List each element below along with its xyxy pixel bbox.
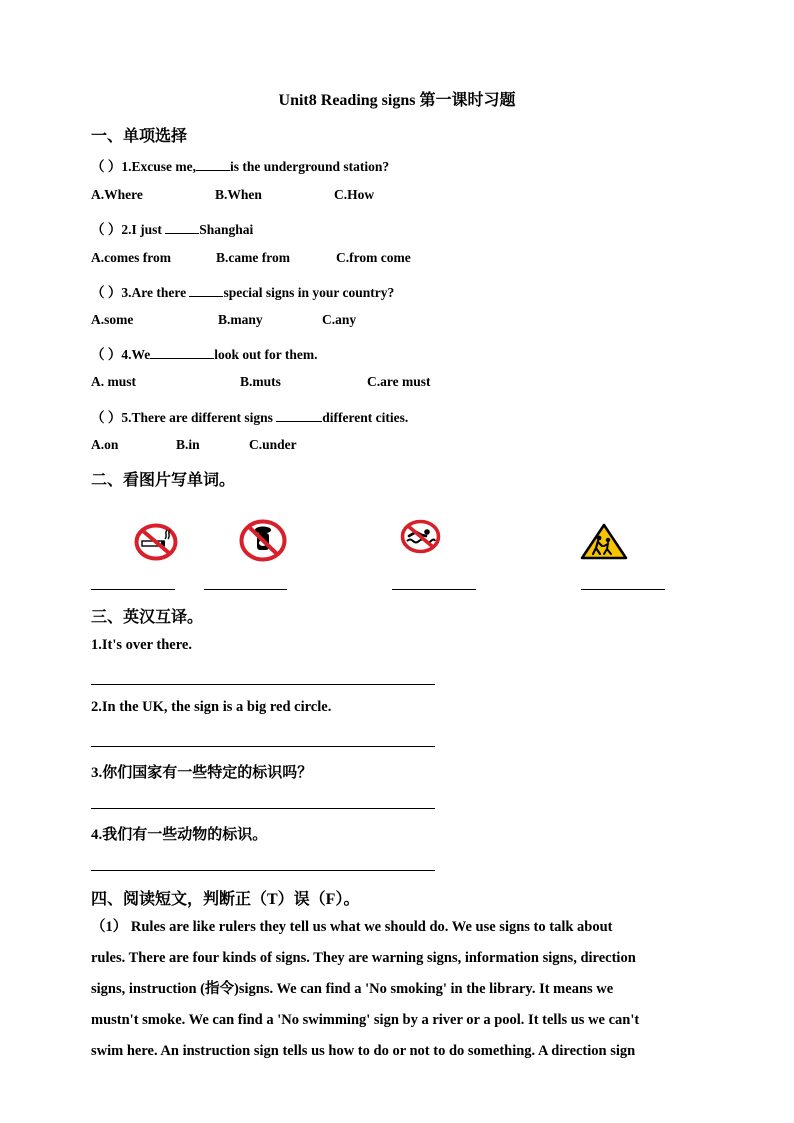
- question-text-suffix: Shanghai: [199, 222, 254, 237]
- no-smoking-icon: [134, 523, 178, 561]
- section-heading-pictures: 二、看图片写单词。: [91, 472, 236, 489]
- translation-item: 2.In the UK, the sign is a big red circle.: [91, 699, 332, 715]
- option-b[interactable]: B.in: [176, 437, 200, 452]
- no-swimming-icon: [400, 519, 441, 554]
- option-a[interactable]: A.Where: [91, 187, 143, 202]
- section-heading-choice: 一、单项选择: [91, 128, 188, 145]
- question-text-suffix: different cities.: [322, 410, 409, 425]
- translation-item: 1.It's over there.: [91, 637, 192, 653]
- answer-line[interactable]: [91, 870, 435, 871]
- question-text-prefix: 2.I just: [121, 222, 166, 237]
- answer-line[interactable]: [91, 808, 435, 809]
- fill-blank[interactable]: [150, 346, 214, 359]
- option-b[interactable]: B.came from: [216, 250, 290, 265]
- section-heading-reading: 四、阅读短文，判断正（T）误（F）。: [91, 891, 360, 908]
- reading-paragraph: [91, 912, 701, 1067]
- paragraph-line: （1） Rules are like rulers they tell us what we should do. We use signs to talk about: [91, 919, 613, 935]
- option-b[interactable]: B.muts: [240, 374, 281, 389]
- option-b[interactable]: B.many: [218, 312, 263, 327]
- answer-line[interactable]: [91, 746, 435, 747]
- option-c[interactable]: C.are must: [367, 374, 431, 389]
- option-c[interactable]: C.How: [334, 187, 375, 202]
- question-3: [91, 281, 394, 301]
- option-c[interactable]: C.any: [322, 312, 357, 327]
- paragraph-line: signs, instruction (指令)signs. We can find a 'No smoking' in the library. It means we: [91, 981, 614, 997]
- answer-paren[interactable]: （ ）: [91, 410, 122, 425]
- question-2: [91, 218, 253, 238]
- answer-line[interactable]: [204, 589, 287, 590]
- question-1: [91, 155, 389, 175]
- answer-line[interactable]: [91, 684, 435, 685]
- fill-blank[interactable]: [196, 158, 230, 171]
- children-crossing-warning-icon: [580, 523, 628, 560]
- fill-blank[interactable]: [189, 284, 223, 297]
- answer-paren[interactable]: （ ）: [91, 222, 122, 237]
- paragraph-line: rules. There are four kinds of signs. They are warning signs, information signs, direction: [91, 950, 636, 966]
- question-4: [91, 343, 318, 363]
- translation-item: 4.我们有一些动物的标识。: [91, 827, 268, 843]
- answer-paren[interactable]: （ ）: [91, 285, 122, 300]
- no-eating-icon: [239, 519, 287, 562]
- answer-line[interactable]: [392, 589, 476, 590]
- question-text-suffix: special signs in your country?: [223, 285, 395, 300]
- option-c[interactable]: C.from come: [336, 250, 411, 265]
- question-text-prefix: 4.We: [121, 347, 151, 362]
- paragraph-line: swim here. An instruction sign tells us how to do or not to do something. A direction sign: [91, 1043, 636, 1059]
- option-a[interactable]: A.comes from: [91, 250, 171, 265]
- paragraph-line: mustn't smoke. We can find a 'No swimming' sign by a river or a pool. It tells us we can't: [91, 1012, 640, 1028]
- option-c[interactable]: C.under: [249, 437, 297, 452]
- fill-blank[interactable]: [276, 409, 322, 422]
- page-title: Unit8 Reading signs 第一课时习题: [278, 92, 516, 109]
- option-a[interactable]: A.some: [91, 312, 134, 327]
- option-a[interactable]: A. must: [91, 374, 137, 389]
- section-heading-translation: 三、英汉互译。: [91, 609, 204, 626]
- question-text-prefix: 1.Excuse me,: [121, 159, 196, 174]
- answer-paren[interactable]: （ ）: [91, 159, 122, 174]
- question-text-prefix: 3.Are there: [121, 285, 190, 300]
- question-text-prefix: 5.There are different signs: [121, 410, 277, 425]
- option-b[interactable]: B.When: [215, 187, 262, 202]
- answer-line[interactable]: [91, 589, 175, 590]
- answer-line[interactable]: [581, 589, 665, 590]
- option-a[interactable]: A.on: [91, 437, 119, 452]
- answer-paren[interactable]: （ ）: [91, 347, 122, 362]
- question-5: [91, 406, 408, 426]
- question-text-suffix: look out for them.: [214, 347, 318, 362]
- question-text-suffix: is the underground station?: [230, 159, 390, 174]
- translation-item: 3.你们国家有一些特定的标识吗？: [91, 765, 313, 781]
- fill-blank[interactable]: [165, 221, 199, 234]
